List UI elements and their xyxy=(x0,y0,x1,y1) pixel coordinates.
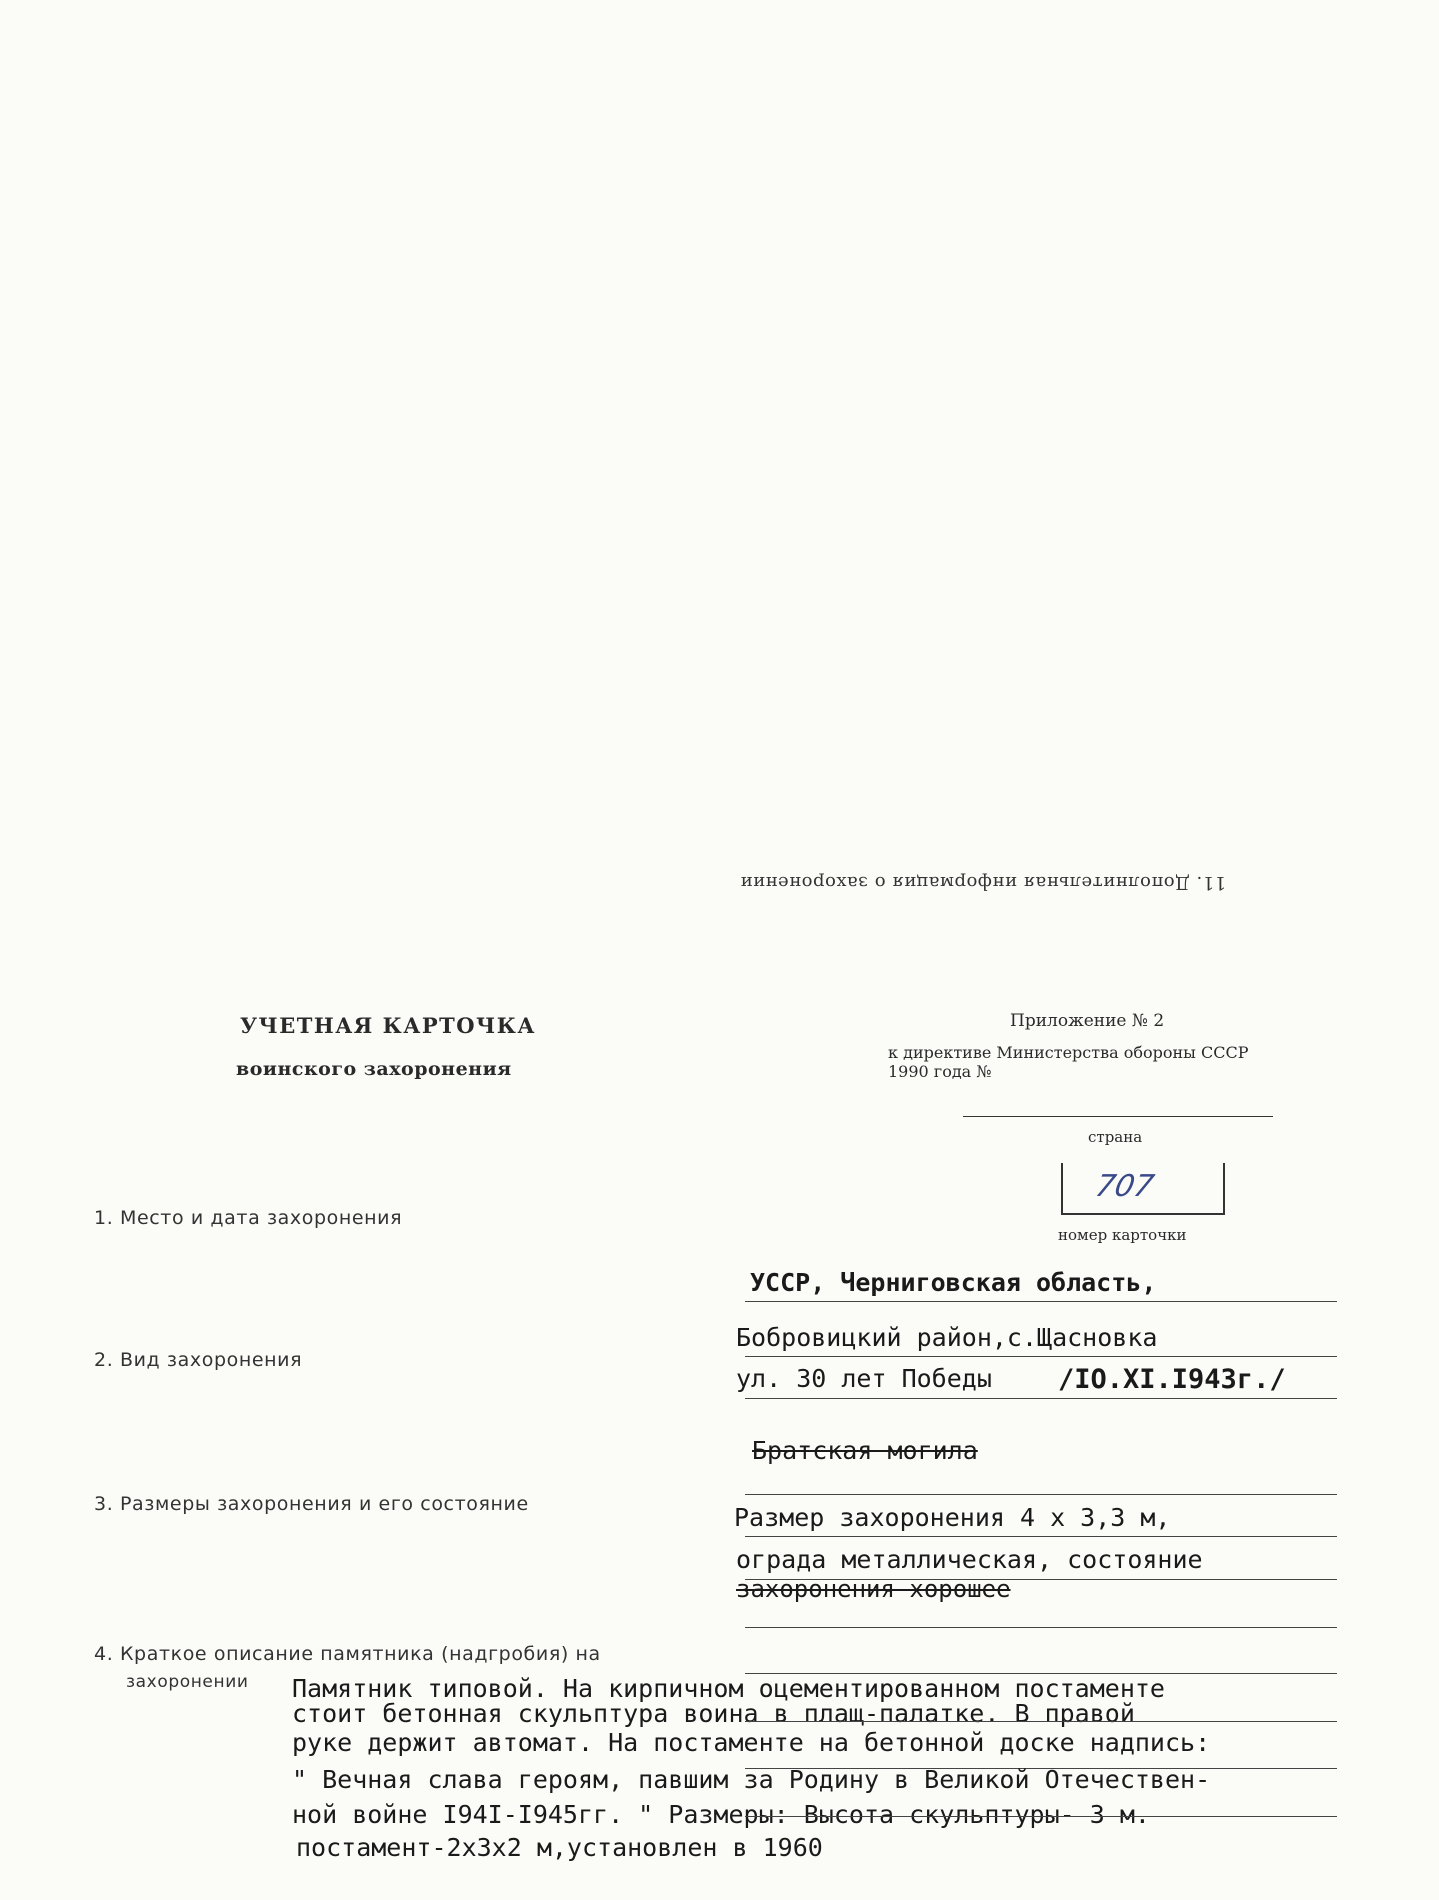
appendix-year: 1990 года № xyxy=(888,1062,992,1081)
mirrored-heading: 11. Дополнительная информация о захоронении xyxy=(740,872,1227,893)
appendix-label: Приложение № 2 xyxy=(1010,1011,1165,1031)
place-rule1 xyxy=(745,1301,1337,1302)
place-line3: ул. 30 лет Победы xyxy=(736,1364,992,1393)
place-rule2 xyxy=(745,1356,1337,1357)
card-number: 707 xyxy=(1092,1169,1157,1204)
place-date: /IO.XI.I943г./ xyxy=(1058,1364,1286,1395)
card-subtitle: воинского захоронения xyxy=(236,1058,512,1080)
monument-label-continued: захоронении xyxy=(126,1672,249,1692)
monument-line: стоит бетонная скульптура воина в плащ-палатке. В правой xyxy=(292,1699,1135,1728)
card-title: УЧЕТНАЯ КАРТОЧКА xyxy=(240,1013,536,1038)
size-rule1 xyxy=(745,1536,1337,1537)
type-label: 2. Вид захоронения xyxy=(94,1349,303,1371)
monument-line: руке держит автомат. На постаменте на бетонной доске надпись: xyxy=(292,1728,1211,1757)
place-line2: Бобровицкий район,с.Щасновка xyxy=(736,1323,1158,1352)
monument-line: ной войне I94I-I945гг. " Размеры: Высота скульптуры- 3 м. xyxy=(292,1800,1150,1829)
place-line1: УССР, Черниговская область, xyxy=(750,1268,1157,1297)
country-label: страна xyxy=(1088,1128,1143,1146)
monument-label: 4. Краткое описание памятника (надгробия) на xyxy=(94,1643,601,1665)
place-label: 1. Место и дата захоронения xyxy=(94,1207,403,1229)
size-label: 3. Размеры захоронения и его состояние xyxy=(94,1493,529,1515)
monument-rule4 xyxy=(745,1816,1337,1817)
monument-rule2 xyxy=(745,1721,1337,1722)
monument-line: " Вечная слава героям, павшим за Родину в Великой Отечествен- xyxy=(292,1765,1211,1794)
size-rule3 xyxy=(745,1627,1337,1628)
type-value: Братская могила xyxy=(752,1436,978,1465)
country-line xyxy=(963,1116,1273,1117)
appendix-directive: к директиве Министерства обороны СССР xyxy=(888,1043,1249,1062)
monument-line: Памятник типовой. На кирпичном оцементированном постаменте xyxy=(292,1674,1165,1703)
place-rule3 xyxy=(745,1398,1337,1399)
size-line1: Размер захоронения 4 х 3,3 м, xyxy=(734,1503,1171,1532)
size-line2: ограда металлическая, состояние xyxy=(736,1545,1203,1574)
type-rule xyxy=(745,1494,1337,1495)
size-line3: захоронения хорошее xyxy=(736,1575,1011,1603)
card-number-label: номер карточки xyxy=(1058,1226,1187,1244)
monument-line: постамент-2х3х2 м,установлен в 1960 xyxy=(296,1833,823,1862)
